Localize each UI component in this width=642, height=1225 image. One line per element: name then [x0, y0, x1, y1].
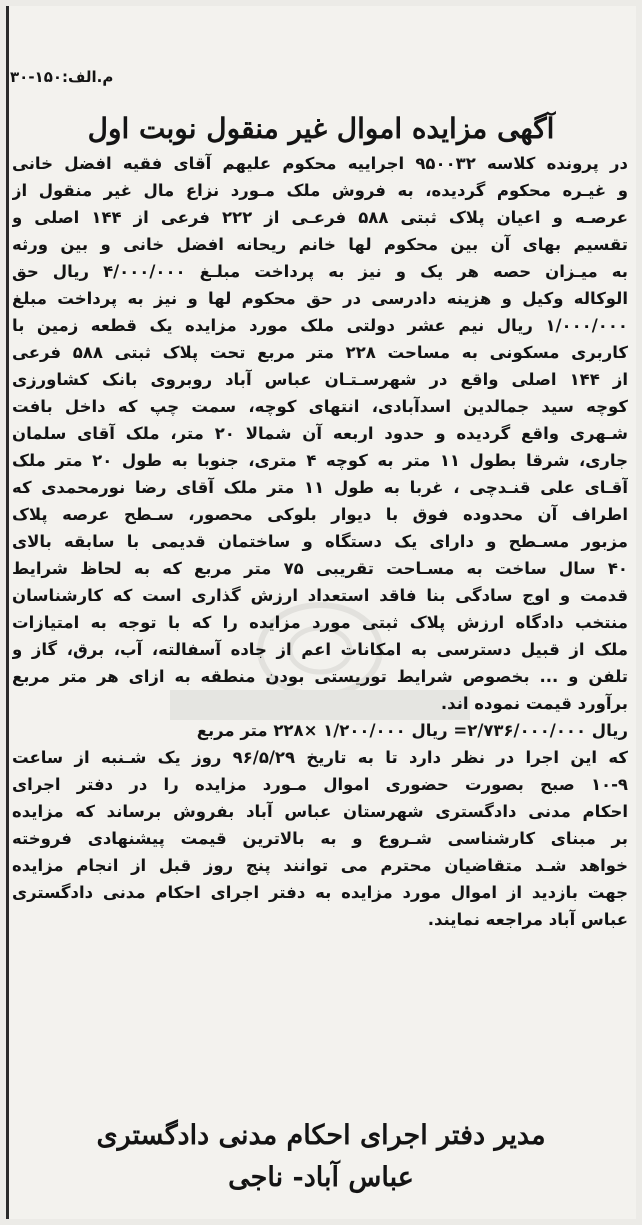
- body-line: ملک از قبیل دسترسی به امکانات اعم از جاده آسفالته، آب، برق، گاز و: [12, 640, 628, 659]
- price-calculation-line: ریال ۲/۷۳۶/۰۰۰/۰۰۰= ریال ۱/۲۰۰/۰۰۰ ×۲۲۸ متر مربع: [196, 721, 628, 740]
- body-line: اطراف آن محدوده فوق با دیوار بلوکی محصور، سـطح عرصه پلاک: [12, 505, 628, 524]
- body-line: تقسیم بهای آن بین محکوم لها خانم ریحانه افضل خانی و بین ورثه: [12, 235, 628, 254]
- body-line: شـهری واقع گردیده و حدود اربعه آن شمالا ۲۰ متر، ملک آقای سلمان: [12, 424, 628, 443]
- body-line: ۱/۰۰۰/۰۰۰ ریال نیم عشر دولتی ملک مورد مزایده یک قطعه زمین با: [12, 316, 628, 335]
- body-line: آقـای علی قنـدچی ، غربا به طول ۱۱ متر ملک آقای رضا نورمحمدی که: [12, 478, 628, 497]
- body-line: عباس آباد مراجعه نمایند.: [427, 910, 628, 929]
- reference-number: م.الف:۱۵۰-۳۰: [10, 68, 114, 86]
- body-line: تلفن و ... بخصوص شرایط توریستی بودن منطقه به ازای هر متر مربع: [12, 667, 628, 686]
- body-line: مزبور مسـطح و دارای یک دستگاه و ساختمان قدیمی با سابقه بالای: [12, 532, 628, 551]
- ad-title: آگهی مزایده اموال غیر منقول نوبت اول: [87, 112, 555, 145]
- body-line: از ۱۴۴ اصلی واقع در شهرسـتـان عباس آباد روبروی بانک کشاورزی: [12, 370, 628, 389]
- body-line: که این اجرا در نظر دارد تا به تاریخ ۹۶/۵/۲۹ روز یک شـنبه از ساعت: [12, 748, 628, 767]
- body-line: جهت بازدید از اموال مورد مزایده به دفتر اجرای احکام مدنی دادگستری: [12, 883, 628, 902]
- body-line: برآورد قیمت نموده اند.: [440, 694, 628, 713]
- signature-block: [20, 1116, 622, 1200]
- body-line: قدمت و اوج سادگی بنا فاقد استعداد ارزش گذاری است که کارشناسان: [12, 586, 628, 605]
- body-line: خواهد شـد متقاضیان محترم می توانند پنج روز قبل از انجام مزایده: [12, 856, 628, 875]
- body-line: منتخب دادگاه ارزش پلاک ثبتی مورد مزایده را که با توجه به امتیازات: [12, 613, 628, 632]
- body-line: به میـزان حصه هر یک و نیز به پرداخت مبلـغ ۴/۰۰۰/۰۰۰ ریال حق: [12, 262, 628, 281]
- body-line: الوکاله وکیل و هزینه دادرسی در حق محکوم لها و نیز به پرداخت مبلغ: [12, 289, 628, 308]
- body-line: و غیـره محکوم گردیده، به فروش ملک مـورد نزاع مال غیر منقول از: [12, 181, 628, 200]
- body-line: عرصـه و اعیان پلاک ثبتی ۵۸۸ فرعـی از ۲۲۲ فرعی از ۱۴۴ اصلی و: [12, 208, 628, 227]
- ad-body: [12, 150, 628, 933]
- body-line: کاربری مسکونی به مساحت ۲۲۸ متر مربع تحت پلاک ثبتی ۵۸۸ فرعی: [12, 343, 628, 362]
- body-line: احکام مدنی دادگستری شهرستان عباس آباد بفروش برساند که مزایده: [12, 802, 628, 821]
- body-line: جاری، شرقا بطول ۱۱ متر به کوچه ۴ متری، جنوبا به طول ۲۰ متر ملک: [12, 451, 628, 470]
- body-line: ۱۰-۹ صبح بصورت حضوری اموال مـورد مزایده را در دفتر اجرای: [12, 775, 628, 794]
- body-line: بر مبنای کارشناسی شـروع و به بالاترین قیمت پیشنهادی فروخته: [12, 829, 628, 848]
- signature-title: مدیر دفتر اجرای احکام مدنی دادگستری: [96, 1120, 546, 1151]
- signature-name: عباس آباد- ناجی: [228, 1162, 414, 1193]
- body-line: ۴۰ سال ساخت به مسـاحت تقریبی ۷۵ متر مربع که به لحاظ شرایط: [12, 559, 628, 578]
- body-line: کوچه سید جمالدین اسدآبادی، انتهای کوچه، سمت چپ که داخل بافت: [12, 397, 628, 416]
- body-line: در پرونده کلاسه ۹۵۰۰۳۲ اجراییه محکوم علیهم آقای فقیه افضل خانی: [12, 154, 628, 173]
